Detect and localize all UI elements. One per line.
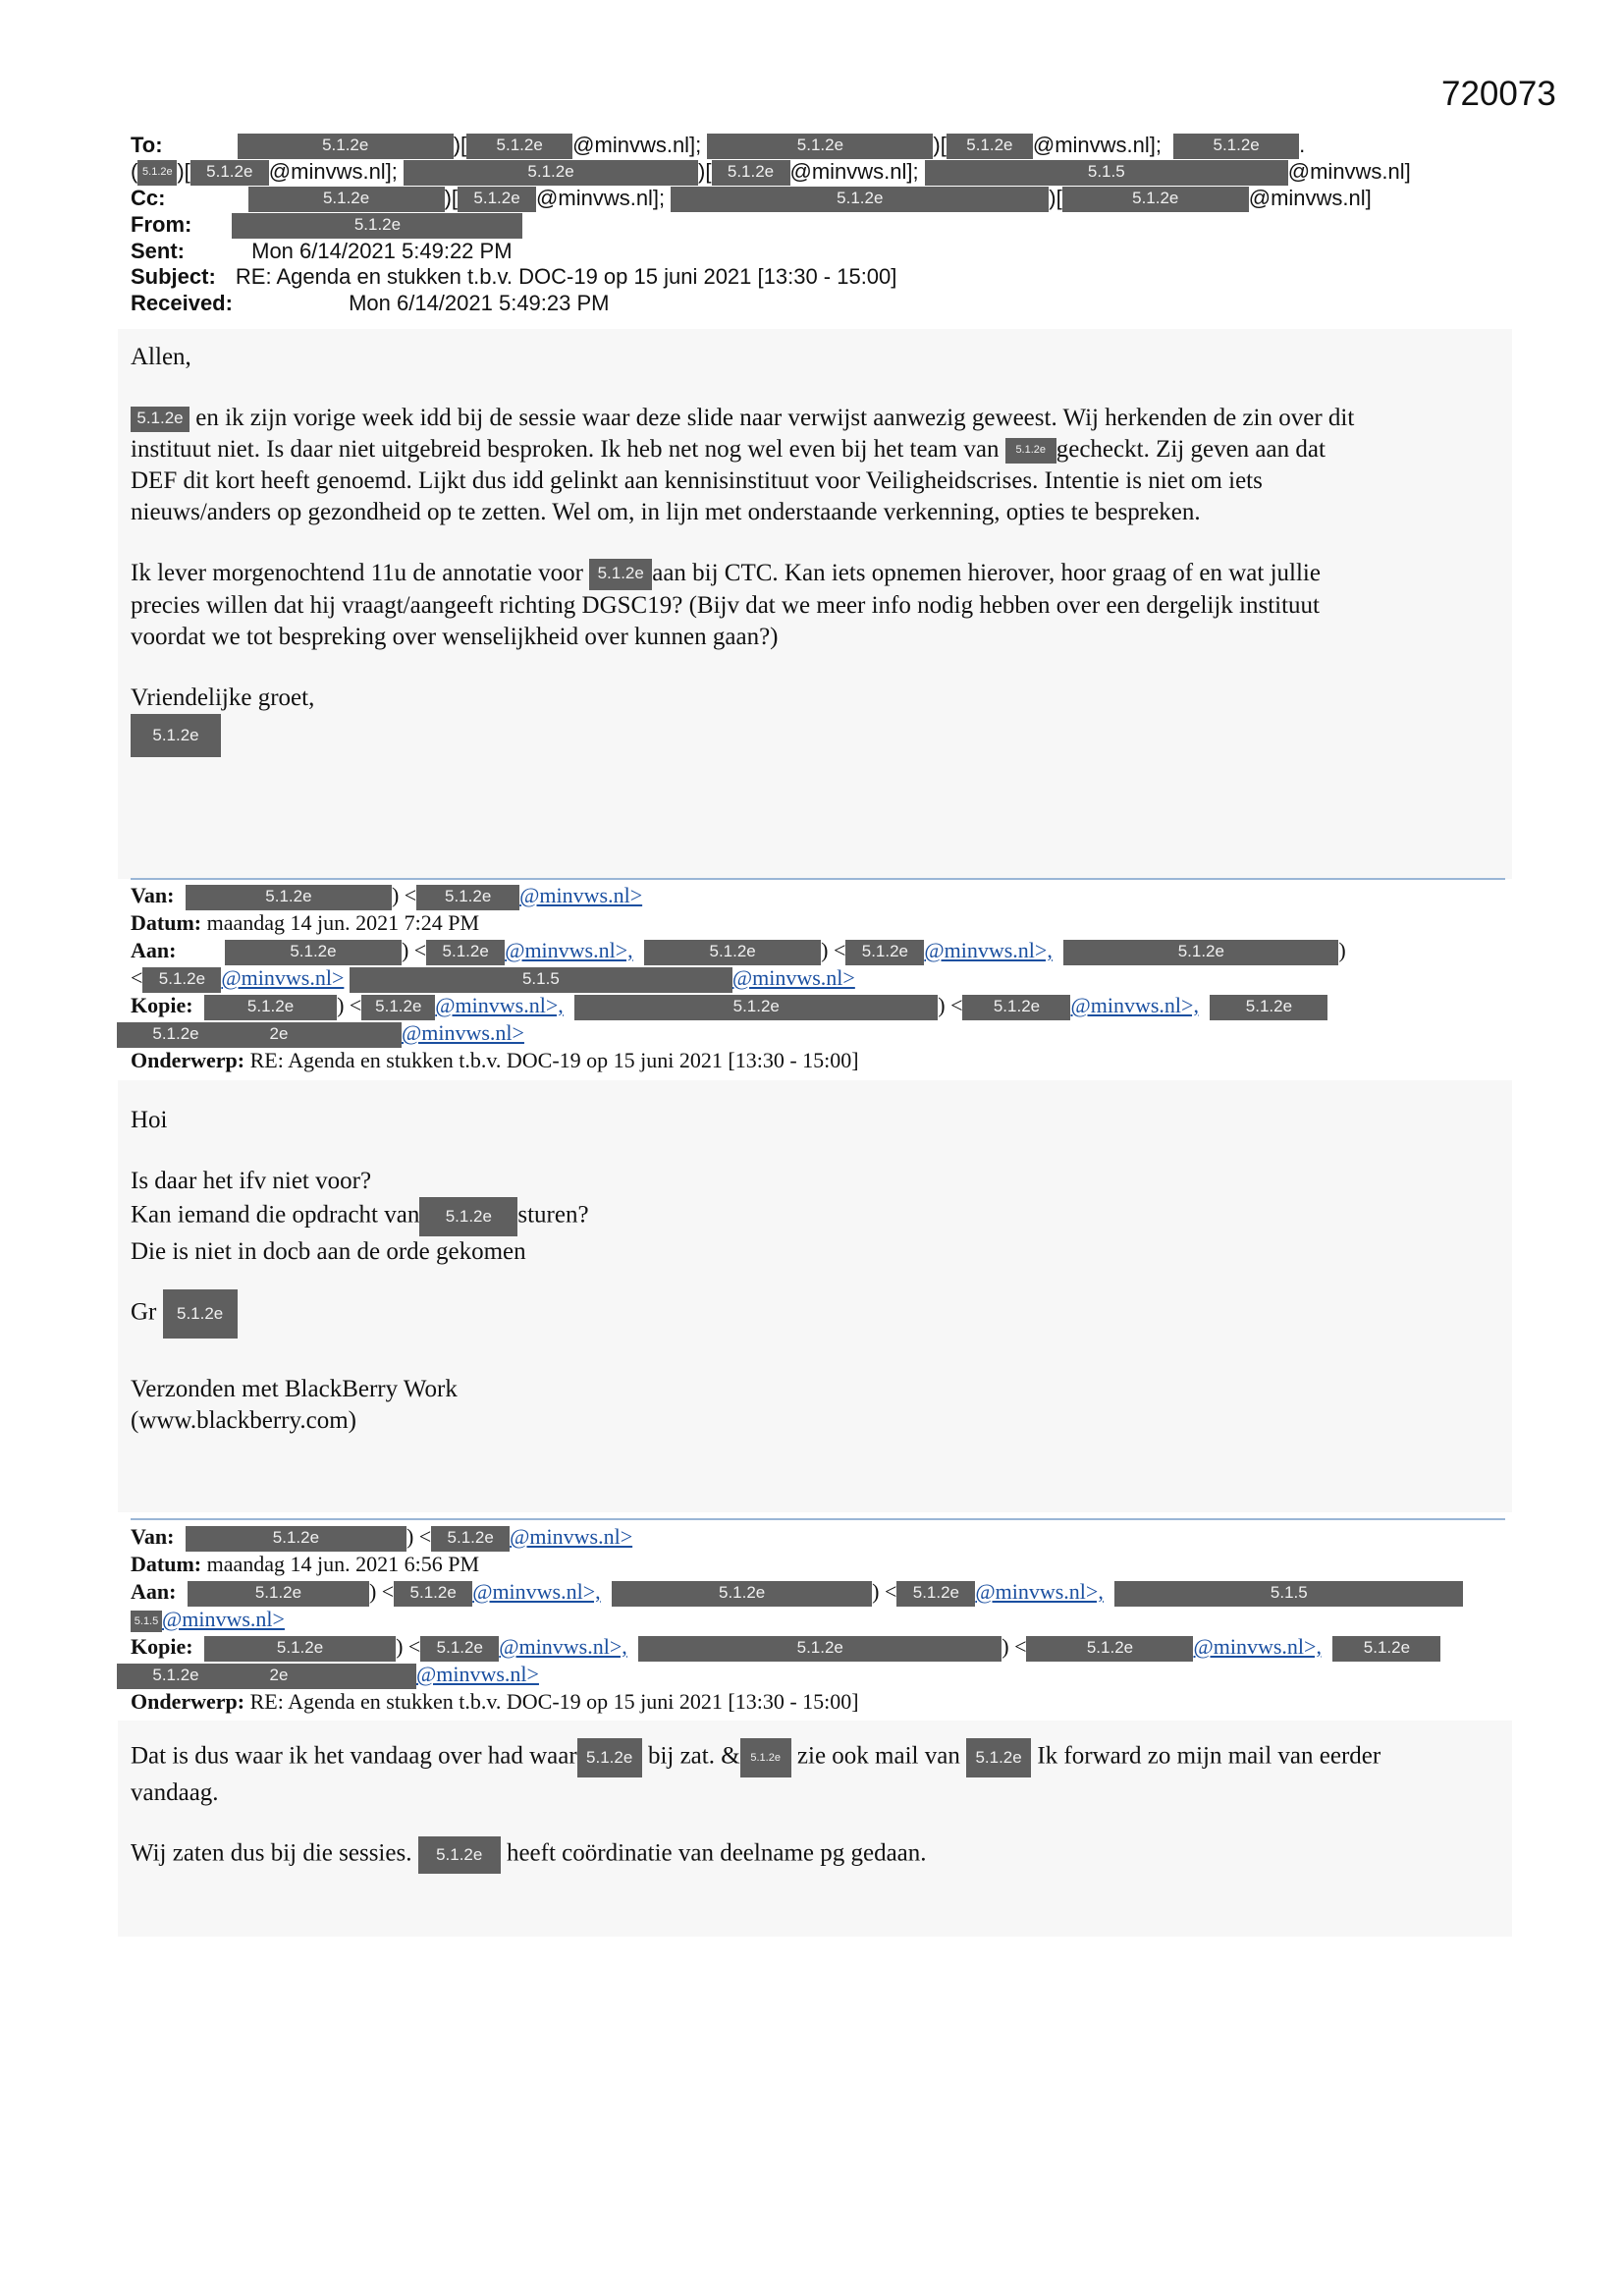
greeting: Allen, (131, 344, 191, 370)
signature-line: Verzonden met BlackBerry Work (131, 1376, 458, 1402)
redaction: 5.1.2e (574, 995, 938, 1020)
email-link[interactable]: @minvws.nl>, (499, 1634, 627, 1659)
cc-label: Cc: (131, 186, 166, 210)
redaction: 5.1.2e (232, 213, 522, 239)
email-address: @minvws.nl] (1248, 186, 1372, 210)
text-line: Gr (131, 1298, 157, 1326)
text-line: Hoi (131, 1107, 168, 1133)
onderwerp-value: RE: Agenda en stukken t.b.v. DOC-19 op 15 juni 2021 [13:30 - 15:00] (249, 1048, 859, 1072)
redaction: 5.1.2e (966, 1738, 1031, 1777)
redaction: 5.1.2e (204, 1636, 396, 1662)
text-line: vandaag. (131, 1779, 219, 1806)
redaction: 5.1.2e (186, 1526, 406, 1552)
text-line: Kan iemand die opdracht van (131, 1201, 420, 1229)
email-link[interactable]: @minvws.nl>, (1193, 1634, 1322, 1659)
aan-label: Aan: (131, 1579, 177, 1604)
text-line: Ik forward zo mijn mail van eerder (1037, 1742, 1381, 1770)
redaction: 5.1.2e (671, 187, 1049, 212)
redaction: 5.1.2e (188, 1581, 369, 1607)
email-link[interactable]: @minvws.nl>, (435, 993, 564, 1017)
van-label: Van: (131, 1524, 175, 1549)
email-link[interactable]: @minvws.nl> (162, 1607, 285, 1631)
redaction: 5.1.2e (248, 187, 445, 212)
text-line: sturen? (517, 1201, 589, 1229)
email-link[interactable]: @minvws.nl> (510, 1524, 633, 1549)
redaction: 5.1.2e (1210, 995, 1327, 1020)
text-line: instituut niet. Is daar niet uitgebreid besproken. Ik heb net nog wel even bij het team van (131, 436, 1000, 463)
redaction: 2e (235, 1022, 323, 1048)
redaction: 5.1.2e (225, 940, 402, 965)
text-line: Dat is dus waar ik het vandaag over had waar (131, 1742, 577, 1770)
redaction: 5.1.2e (117, 1022, 235, 1048)
redaction: 5.1.2e (420, 1636, 499, 1662)
redaction: 5.1.2e (404, 160, 698, 186)
text-line: zie ook mail van (796, 1742, 960, 1770)
text-line: precies willen dat hij vraagt/aangeeft richting DGSC19? (Bijv dat we meer info nodig hebben over een dergelijk instituut (131, 592, 1320, 620)
redaction: 5.1.2e (712, 160, 790, 186)
signature-line: (www.blackberry.com) (131, 1407, 356, 1434)
text-line: heeft coördinatie van deelname pg gedaan. (506, 1839, 927, 1867)
email-link[interactable]: @minvws.nl>, (1070, 993, 1199, 1017)
datum-label: Datum: (131, 910, 202, 935)
van-label: Van: (131, 883, 175, 907)
to-label: To: (131, 133, 163, 157)
signature-redaction: 5.1.2e (163, 1289, 238, 1339)
redaction: 5.1.2e (137, 160, 177, 186)
aan-label: Aan: (131, 938, 177, 962)
redaction: 5.1.2e (466, 134, 572, 159)
onderwerp-value: RE: Agenda en stukken t.b.v. DOC-19 op 15 juni 2021 [13:30 - 15:00] (249, 1689, 859, 1714)
redaction: 5.1.2e (431, 1526, 510, 1552)
redaction: 5.1.2e (361, 995, 435, 1020)
from-label: From: (131, 212, 192, 237)
redaction: 5.1.2e (1062, 187, 1249, 212)
redaction: 5.1.2e (1063, 940, 1338, 965)
redaction: 5.1.2e (1026, 1636, 1193, 1662)
email-link[interactable]: @minvws.nl> (416, 1662, 539, 1686)
text-line: Ik lever morgenochtend 11u de annotatie voor (131, 560, 583, 586)
received-value: Mon 6/14/2021 5:49:23 PM (349, 291, 610, 315)
separator (131, 1518, 1505, 1520)
redaction: 5.1.2e (612, 1581, 872, 1607)
redaction: 5.1.2e (419, 1197, 517, 1236)
subject-label: Subject: (131, 264, 216, 289)
text-line: DEF dit kort heeft genoemd. Lijkt dus idd gelinkt aan kennisinstituut voor Veiligheidscrises. Intentie is niet om iets (131, 467, 1263, 494)
redaction: 5.1.2e (1005, 438, 1056, 464)
email-link[interactable]: @minvws.nl>, (975, 1579, 1104, 1604)
onderwerp-label: Onderwerp: (131, 1689, 245, 1714)
redaction: 5.1.2e (638, 1636, 1001, 1662)
datum-label: Datum: (131, 1552, 202, 1576)
redaction (323, 1664, 416, 1689)
redaction: 2e (235, 1664, 323, 1689)
text-line: en ik zijn vorige week idd bij de sessie waar deze slide naar verwijst aanwezig geweest. Wij herkenden de zin over dit (195, 405, 1355, 431)
redaction: 5.1.5 (1114, 1581, 1463, 1607)
email-address: @minvws.nl]; (572, 133, 702, 157)
redaction: 5.1.2e (238, 134, 454, 159)
email-link[interactable]: @minvws.nl> (221, 965, 345, 990)
redaction: 5.1.2e (896, 1581, 975, 1607)
redaction: 5.1.5 (131, 1611, 162, 1632)
text-line: nieuws/anders op gezondheid op te zetten. Wel om, in lijn met onderstaande verkenning, opties te bespreken. (131, 499, 1201, 525)
email-link[interactable]: @minvws.nl>, (505, 938, 633, 962)
redaction: 5.1.2e (740, 1738, 791, 1777)
redaction: 5.1.2e (707, 134, 933, 159)
email-link[interactable]: @minvws.nl> (519, 883, 643, 907)
redaction: 5.1.2e (190, 160, 269, 186)
email-address: @minvws.nl]; (268, 159, 398, 184)
closing: Vriendelijke groet, (131, 684, 315, 712)
redaction: 5.1.2e (577, 1738, 642, 1777)
redaction: 5.1.2e (426, 940, 505, 965)
redaction: 5.1.2e (204, 995, 337, 1020)
redaction: 5.1.2e (418, 1836, 501, 1874)
text-line: Die is niet in docb aan de orde gekomen (131, 1238, 526, 1265)
email-link[interactable]: @minvws.nl>, (924, 938, 1053, 962)
redaction: 5.1.2e (394, 1581, 472, 1607)
redaction: 5.1.2e (117, 1664, 235, 1689)
text-line: voordat we tot bespreking over wenselijkheid over kunnen gaan?) (131, 624, 779, 651)
redaction: 5.1.2e (589, 559, 652, 590)
email-address: @minvws.nl]; (536, 186, 666, 210)
message-2-body (131, 1105, 589, 1437)
text-line: bij zat. & (647, 1742, 740, 1770)
message-1-body (131, 342, 1525, 757)
redaction: 5.1.2e (962, 995, 1070, 1020)
subject-value: RE: Agenda en stukken t.b.v. DOC-19 op 15 juni 2021 [13:30 - 15:00] (235, 264, 897, 289)
redaction: 5.1.2e (644, 940, 821, 965)
redaction (323, 1022, 402, 1048)
email-address: @minvws.nl]; (789, 159, 919, 184)
email-link[interactable]: @minvws.nl> (731, 965, 855, 990)
redaction: 5.1.2e (1332, 1636, 1440, 1662)
received-label: Received: (131, 291, 233, 315)
redaction: 5.1.2e (186, 885, 392, 910)
text-line: aan bij CTC. Kan iets opnemen hierover, hoor graag of en wat jullie (652, 560, 1321, 586)
text-line: Wij zaten dus bij die sessies. (131, 1839, 412, 1867)
redaction: 5.1.2e (416, 885, 519, 910)
separator (131, 878, 1505, 880)
email-address: @minvws.nl]; (1032, 133, 1163, 157)
redaction: 5.1.5 (925, 160, 1288, 186)
datum-value: maandag 14 jun. 2021 6:56 PM (206, 1552, 480, 1576)
message-3-body (131, 1738, 1525, 1874)
kopie-label: Kopie: (131, 1634, 193, 1659)
text-line: Is daar het ifv niet voor? (131, 1168, 372, 1194)
document-number: 720073 (1441, 75, 1556, 113)
sent-value: Mon 6/14/2021 5:49:22 PM (251, 239, 513, 263)
redaction: 5.1.2e (142, 967, 221, 993)
redaction: 5.1.2e (1173, 134, 1299, 159)
datum-value: maandag 14 jun. 2021 7:24 PM (206, 910, 480, 935)
signature-redaction: 5.1.2e (131, 714, 221, 757)
redaction: 5.1.2e (947, 134, 1033, 159)
onderwerp-label: Onderwerp: (131, 1048, 245, 1072)
kopie-label: Kopie: (131, 993, 193, 1017)
sent-label: Sent: (131, 239, 185, 263)
redaction: 5.1.2e (458, 187, 536, 212)
redaction: 5.1.2e (845, 940, 924, 965)
text-line: gecheckt. Zij geven aan dat (1056, 436, 1326, 463)
email-link[interactable]: @minvws.nl>, (472, 1579, 601, 1604)
redaction: 5.1.2e (131, 407, 189, 432)
redaction: 5.1.5 (350, 967, 732, 993)
email-link[interactable]: @minvws.nl> (402, 1020, 524, 1045)
email-address: @minvws.nl] (1287, 159, 1411, 184)
